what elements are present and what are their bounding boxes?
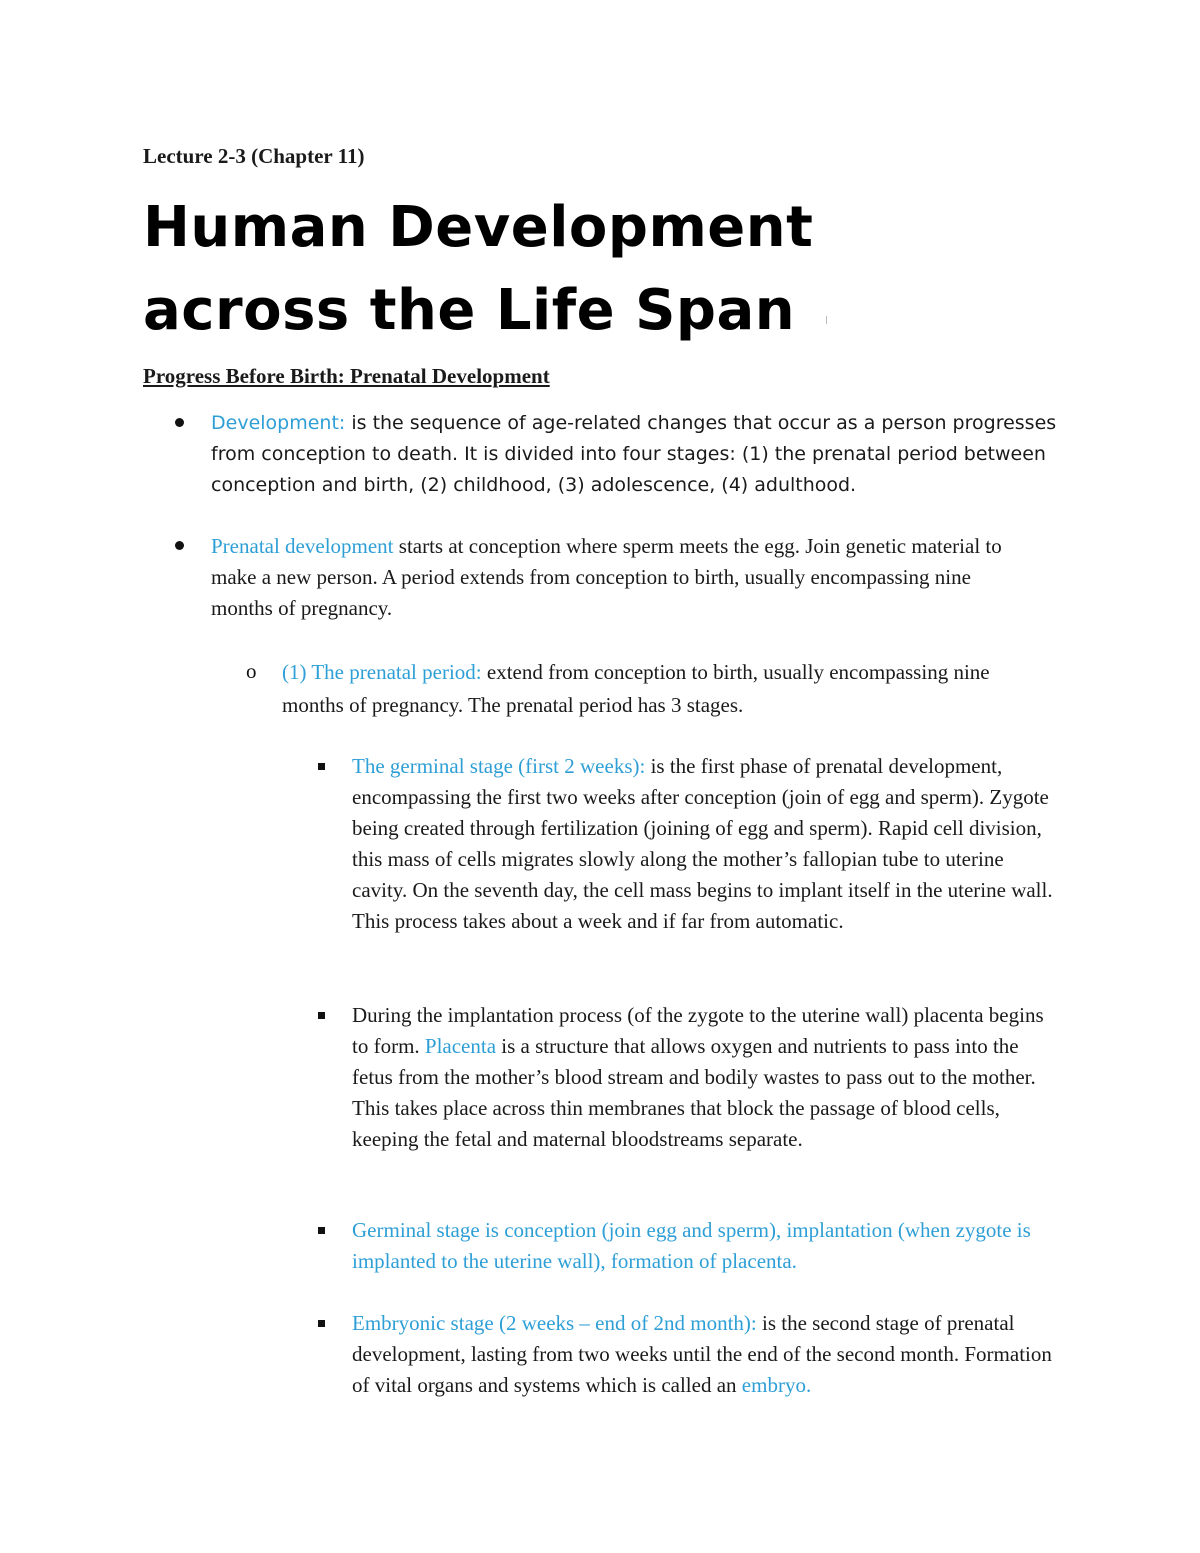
- square-bullet-icon: [318, 1320, 325, 1327]
- term-placenta: Placenta: [424, 1034, 497, 1058]
- definition-prenatal-development: starts at conception where sperm meets the egg. Join genetic material to make a new person. A period extends from conception to birth, usually encompassing nine months of pregnancy.: [211, 534, 1002, 620]
- square-bullet-icon: [318, 1012, 325, 1019]
- document-title: [143, 186, 813, 352]
- list-item-germinal-stage: [352, 751, 1064, 937]
- definition-germinal-stage: is the first phase of prenatal development, encompassing the first two weeks after conception (join of egg and sperm). Zygote being created through fertilization (joining of egg and sperm). Rapid cell division, this mass of cells migrates slowly along the mother’s fallopian tube to uterine cavity. On the seventh day, the cell mass begins to implant itself in the uterine wall. This process takes about a week and if far from automatic.: [352, 754, 1053, 933]
- title-line-2: across the Life Span: [143, 278, 796, 343]
- term-prenatal-development: Prenatal development: [211, 534, 394, 558]
- term-embryo: embryo.: [741, 1373, 812, 1397]
- term-prenatal-period: (1) The prenatal period:: [282, 660, 482, 684]
- definition-development: is the sequence of age-related changes that occur as a person progresses from conception to death. It is divided into four stages: (1) the prenatal period between conception and birth, (2) childhood, (3) adolescence, (4) adulthood.: [211, 412, 1057, 496]
- lecture-label: Lecture 2-3 (Chapter 11): [143, 144, 365, 168]
- term-development: Development:: [211, 412, 346, 434]
- germinal-summary-text: Germinal stage is conception (join egg and sperm), implantation (when zygote is implanted to the uterine wall), formation of placenta.: [352, 1218, 1031, 1273]
- list-item-prenatal-period: [282, 656, 1052, 722]
- definition-placenta: is a structure that allows oxygen and nutrients to pass into the fetus from the mother’s blood stream and bodily wastes to pass out to the mother. This takes place across thin membranes that block the passage of blood cells, keeping the fetal and maternal bloodstreams separate.: [352, 1034, 1036, 1151]
- cursor-mark: [826, 316, 827, 324]
- term-embryonic-stage: Embryonic stage (2 weeks – end of 2nd month):: [352, 1311, 757, 1335]
- bullet-dot-icon: [175, 418, 184, 427]
- list-item-development: [211, 408, 1061, 501]
- section-heading: Progress Before Birth: Prenatal Development: [143, 364, 550, 388]
- list-item-prenatal-development: [211, 531, 1031, 624]
- implantation-intro: During the implantation process (of the zygote to the uterine wall) placenta begins to form.: [352, 1003, 1044, 1058]
- term-germinal-stage: The germinal stage (first 2 weeks):: [352, 754, 646, 778]
- definition-embryonic-stage: is the second stage of prenatal development, lasting from two weeks until the end of the second month. Formation of vital organs and systems which is called an: [352, 1311, 1052, 1397]
- list-item-embryonic-stage: [352, 1308, 1052, 1401]
- definition-prenatal-period: extend from conception to birth, usually encompassing nine months of pregnancy. The prenatal period has 3 stages.: [282, 660, 990, 717]
- circle-bullet-icon: o: [246, 659, 257, 683]
- bullet-dot-icon: [175, 541, 184, 550]
- list-item-implantation: [352, 1000, 1052, 1155]
- square-bullet-icon: [318, 763, 325, 770]
- list-item-germinal-summary: [352, 1215, 1052, 1277]
- square-bullet-icon: [318, 1227, 325, 1234]
- title-line-1: Human Development: [143, 195, 814, 260]
